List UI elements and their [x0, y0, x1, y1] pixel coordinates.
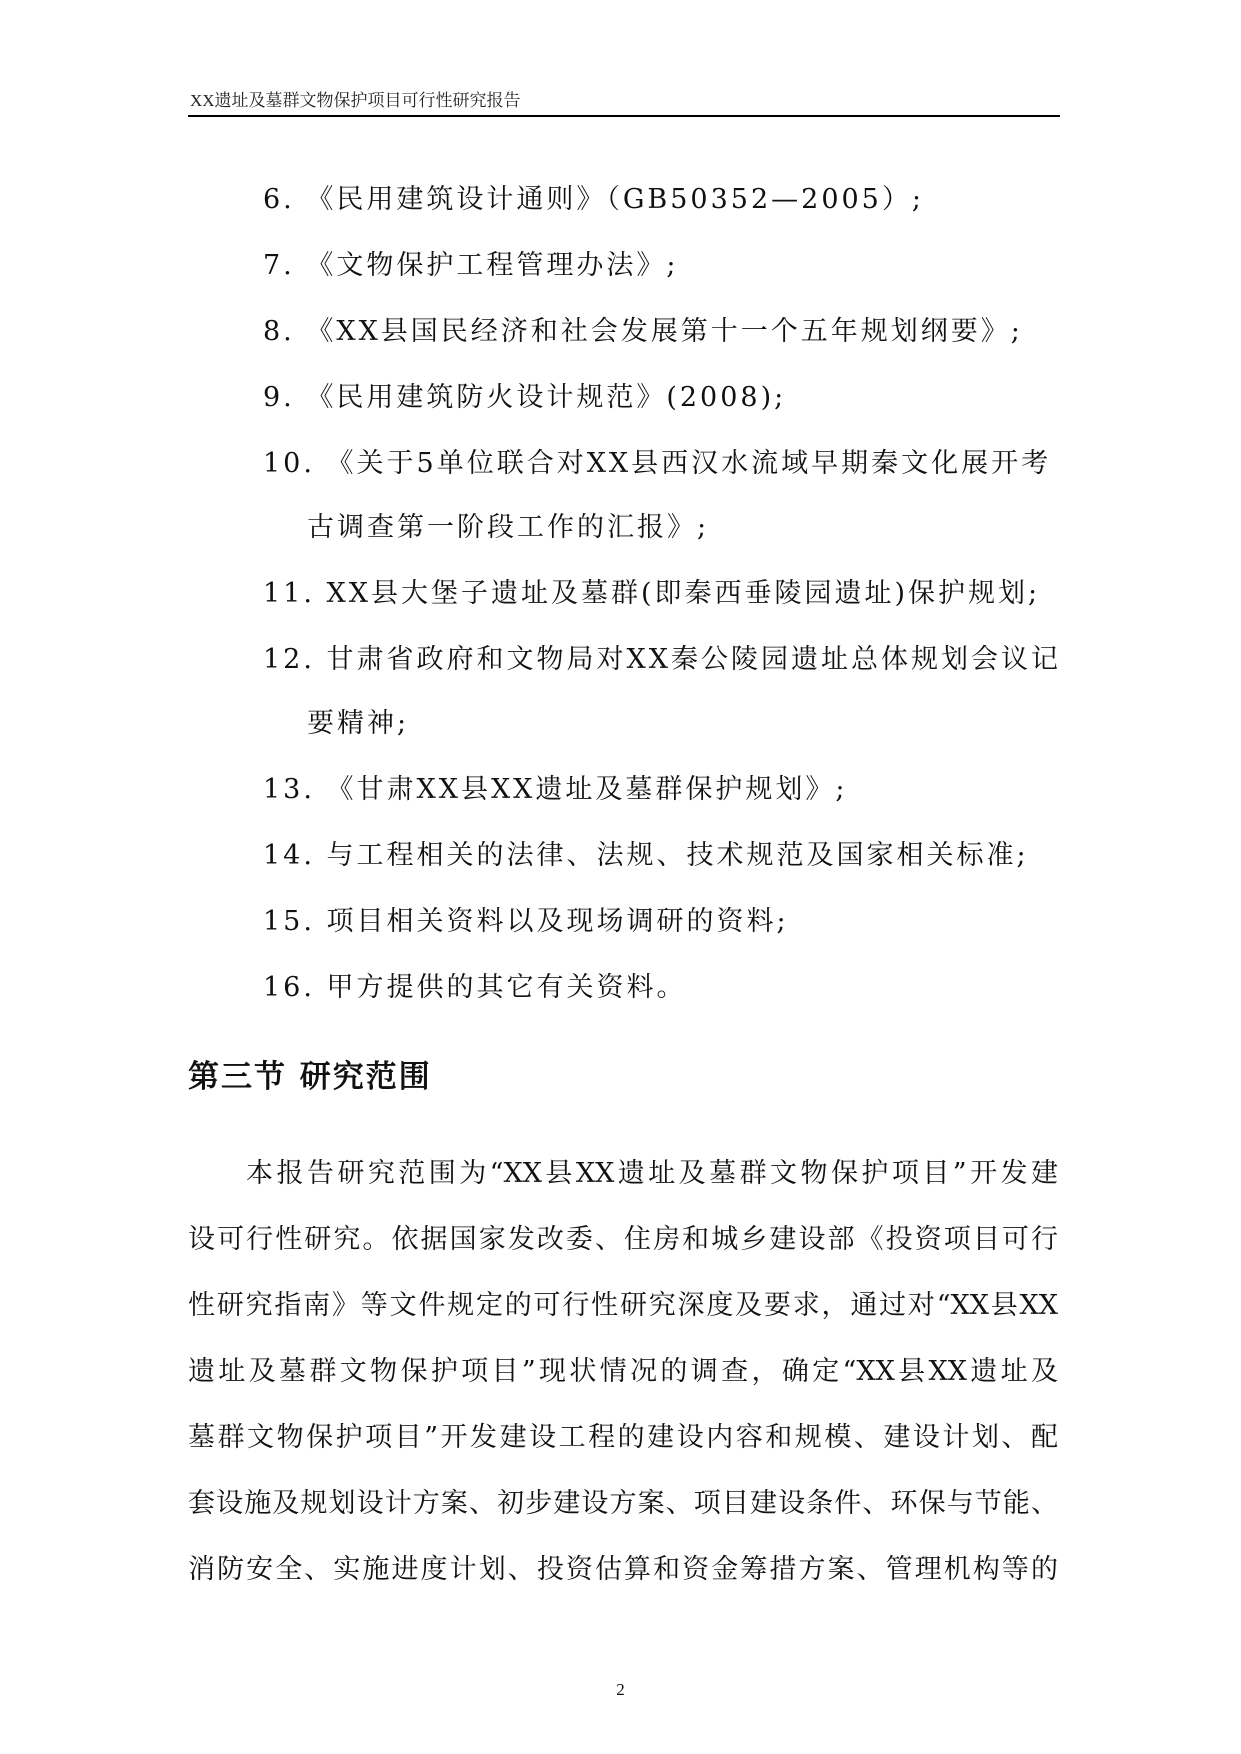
reference-item-9: 9. 《民用建筑防火设计规范》(2008);: [263, 382, 787, 413]
reference-item-8: 8. 《XX县国民经济和社会发展第十一个五年规划纲要》;: [263, 316, 1023, 347]
reference-item-10-continued: 古调查第一阶段工作的汇报》;: [307, 512, 710, 543]
reference-item-12: 12. 甘肃省政府和文物局对XX秦公陵园遗址总体规划会议记: [263, 644, 1061, 675]
reference-item-13: 13. 《甘肃XX县XX遗址及墓群保护规划》;: [263, 774, 848, 805]
paragraph-line: 墓群文物保护项目”开发建设工程的建设内容和规模、建设计划、配: [188, 1422, 1058, 1453]
paragraph-line: 遗址及墓群文物保护项目”现状情况的调查，确定“XX县XX遗址及: [188, 1356, 1058, 1387]
paragraph-line: 设可行性研究。依据国家发改委、住房和城乡建设部《投资项目可行: [188, 1224, 1058, 1255]
paragraph-line: 套设施及规划设计方案、初步建设方案、项目建设条件、环保与节能、: [188, 1488, 1058, 1519]
paragraph-line: 消防安全、实施进度计划、投资估算和资金筹措方案、管理机构等的: [188, 1554, 1058, 1585]
reference-item-10: 10. 《关于5单位联合对XX县西汉水流域早期秦文化展开考: [263, 448, 1052, 479]
header-rule: [188, 115, 1060, 117]
reference-item-6: 6. 《民用建筑设计通则》（GB50352—2005）;: [263, 184, 924, 215]
reference-item-12-continued: 要精神;: [307, 708, 410, 739]
section-heading: 第三节 研究范围: [188, 1059, 432, 1095]
paragraph-line: 性研究指南》等文件规定的可行性研究深度及要求，通过对“XX县XX: [188, 1290, 1058, 1321]
reference-item-7: 7. 《文物保护工程管理办法》;: [263, 250, 679, 281]
reference-item-16: 16. 甲方提供的其它有关资料。: [263, 972, 687, 1003]
reference-item-14: 14. 与工程相关的法律、法规、技术规范及国家相关标准;: [263, 840, 1029, 871]
page-number: 2: [616, 1680, 625, 1699]
reference-item-15: 15. 项目相关资料以及现场调研的资料;: [263, 906, 789, 937]
reference-item-11: 11. XX县大堡子遗址及墓群(即秦西垂陵园遗址)保护规划;: [263, 578, 1041, 609]
paragraph-line: 本报告研究范围为“XX县XX遗址及墓群文物保护项目”开发建: [246, 1158, 1058, 1189]
running-header: XX遗址及墓群文物保护项目可行性研究报告: [190, 91, 521, 110]
